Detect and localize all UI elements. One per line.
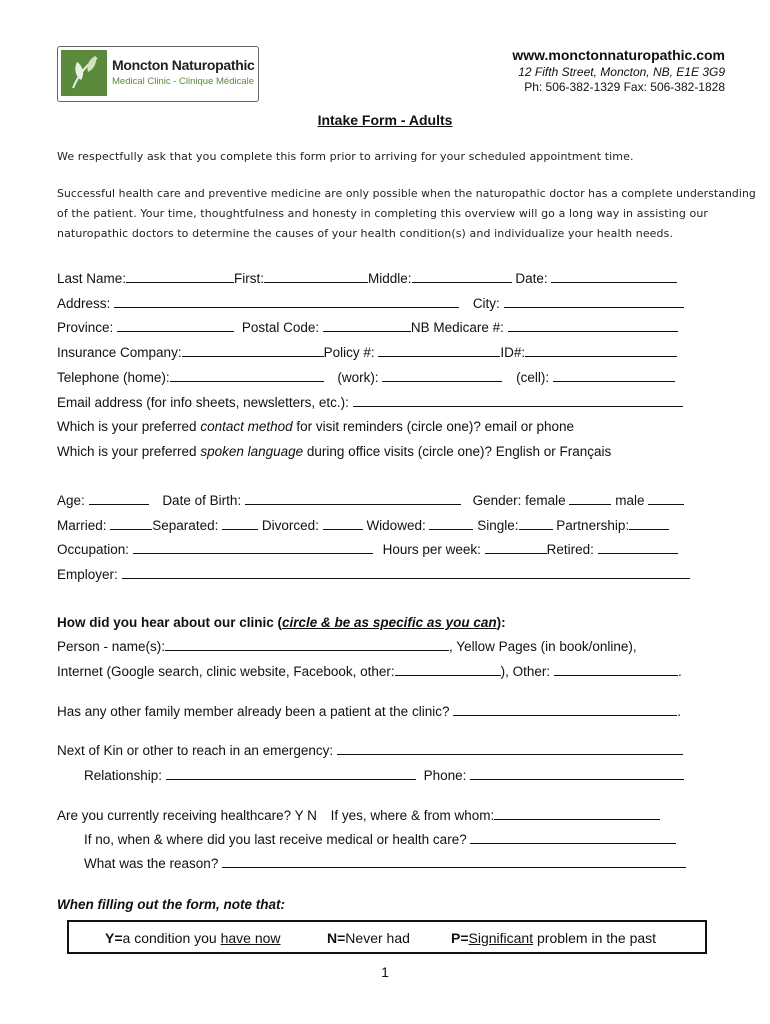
gender-male-field[interactable]: [648, 503, 684, 505]
separated-label: Separated:: [152, 518, 219, 533]
clinic-logo: [57, 46, 259, 102]
gender-female-label: Gender: female: [472, 493, 566, 508]
person-label: Person - name(s):: [57, 639, 166, 654]
last-care-question: If no, when & where did you last receive medical or health care?: [84, 832, 467, 847]
healthcare-yes-label: If yes, where & from whom:: [330, 808, 495, 823]
healthcare-row: [57, 808, 660, 823]
age-label: Age:: [57, 493, 85, 508]
divorced-label: Divorced:: [261, 518, 319, 533]
intro-paragraph-line-1: Successful health care and preventive medicine are only possible when the naturopathic doctor has a complete understanding: [57, 187, 756, 200]
single-label: Single:: [477, 518, 519, 533]
healthcare-yes-field[interactable]: [494, 818, 660, 820]
email-label: Email address (for info sheets, newsletters, etc.):: [57, 395, 349, 410]
gender-female-field[interactable]: [569, 503, 611, 505]
email-row: [57, 395, 683, 410]
married-label: Married:: [57, 518, 107, 533]
intro-line: We respectfully ask that you complete this form prior to arriving for your scheduled appointment time.: [57, 150, 634, 163]
home-phone-label: Telephone (home):: [57, 370, 170, 385]
contact-method-options[interactable]: for visit reminders (circle one)? email or phone: [292, 419, 574, 434]
cell-phone-field[interactable]: [553, 380, 675, 382]
policy-label: Policy #:: [323, 345, 375, 360]
other-label: ), Other:: [500, 664, 551, 679]
separated-field[interactable]: [222, 528, 258, 530]
reason-row: [84, 856, 686, 871]
legend-box: [67, 920, 707, 954]
intro-paragraph-line-3: naturopathic doctors to determine the causes of your health condition(s) and individualize your health needs.: [57, 227, 674, 240]
widowed-field[interactable]: [429, 528, 473, 530]
marital-row: [57, 518, 669, 533]
id-field[interactable]: [525, 355, 677, 357]
legend-note: When filling out the form, note that:: [57, 897, 285, 912]
internet-option[interactable]: Internet (Google search, clinic website, Facebook, other:: [57, 664, 395, 679]
retired-label: Retired:: [546, 542, 594, 557]
hours-field[interactable]: [485, 552, 547, 554]
language-question: Which is your preferred spoken language during office visits (circle one)? English or Français: [57, 444, 612, 459]
logo-subtitle: Medical Clinic - Clinique Médicale: [112, 76, 255, 87]
address-label: Address:: [57, 296, 111, 311]
occupation-field[interactable]: [133, 552, 373, 554]
single-field[interactable]: [519, 528, 553, 530]
family-patient-question: Has any other family member already been a patient at the clinic?: [57, 704, 450, 719]
family-patient-field[interactable]: [453, 714, 677, 716]
clinic-address: 12 Fifth Street, Moncton, NB, E1E 3G9: [518, 65, 725, 79]
kin-row: [57, 743, 683, 758]
work-phone-label: (work):: [337, 370, 379, 385]
cell-phone-label: (cell):: [516, 370, 550, 385]
relationship-label: Relationship:: [84, 768, 163, 783]
kin-phone-label: Phone:: [423, 768, 467, 783]
family-patient-row: Has any other family member already been a patient at the clinic? .: [57, 704, 681, 719]
name-row: [57, 271, 677, 286]
kin-field[interactable]: [337, 753, 683, 755]
home-phone-field[interactable]: [170, 380, 324, 382]
retired-field[interactable]: [598, 552, 678, 554]
reason-label: What was the reason?: [84, 856, 219, 871]
partnership-label: Partnership:: [556, 518, 630, 533]
kin-phone-field[interactable]: [470, 778, 684, 780]
policy-field[interactable]: [378, 355, 500, 357]
first-name-label: First:: [234, 271, 265, 286]
insurance-field[interactable]: [182, 355, 324, 357]
medicare-label: NB Medicare #:: [410, 320, 504, 335]
address-row: [57, 296, 684, 311]
partnership-field[interactable]: [629, 528, 669, 530]
last-name-field[interactable]: [126, 281, 234, 283]
postal-code-label: Postal Code:: [241, 320, 320, 335]
work-phone-field[interactable]: [382, 380, 502, 382]
healthcare-question[interactable]: Are you currently receiving healthcare? Y N: [57, 808, 317, 823]
postal-code-field[interactable]: [323, 330, 411, 332]
age-field[interactable]: [89, 503, 149, 505]
medicare-field[interactable]: [508, 330, 678, 332]
legend-y: Y=a condition you have now: [105, 930, 281, 946]
person-field[interactable]: [165, 649, 449, 651]
gender-male-label: male: [615, 493, 645, 508]
last-name-label: Last Name:: [57, 271, 127, 286]
last-care-field[interactable]: [470, 842, 676, 844]
telephone-row: [57, 370, 675, 385]
dob-label: Date of Birth:: [162, 493, 242, 508]
page-number: 1: [381, 964, 389, 980]
reason-field[interactable]: [222, 866, 686, 868]
referral-person-row: [57, 639, 637, 654]
kin-question: Next of Kin or other to reach in an emergency:: [57, 743, 334, 758]
dob-field[interactable]: [245, 503, 461, 505]
email-field[interactable]: [353, 405, 683, 407]
leaf-logo-icon: [61, 50, 107, 96]
contact-method-question: Which is your preferred contact method for visit reminders (circle one)? email or phone: [57, 419, 574, 434]
date-field[interactable]: [551, 281, 677, 283]
language-options[interactable]: during office visits (circle one)? English or Français: [303, 444, 612, 459]
referral-heading: How did you hear about our clinic (circle & be as specific as you can):: [57, 615, 506, 630]
province-row: [57, 320, 678, 335]
page-title: Intake Form - Adults: [317, 112, 453, 128]
intro-paragraph-line-2: of the patient. Your time, thoughtfulness and honesty in completing this overview will go a long way in assisting our: [57, 207, 709, 220]
married-field[interactable]: [110, 528, 152, 530]
yellow-pages-option[interactable]: , Yellow Pages (in book/online),: [449, 639, 637, 654]
insurance-row: [57, 345, 677, 360]
age-row: [57, 493, 684, 508]
province-field[interactable]: [117, 330, 234, 332]
clinic-phone-fax: Ph: 506-382-1329 Fax: 506-382-1828: [524, 80, 725, 94]
referral-internet-row: Internet (Google search, clinic website, Facebook, other: ), Other: .: [57, 664, 682, 679]
address-field[interactable]: [114, 306, 459, 308]
legend-n: N=Never had: [327, 930, 410, 946]
province-label: Province:: [57, 320, 114, 335]
first-name-field[interactable]: [264, 281, 368, 283]
city-label: City:: [472, 296, 500, 311]
legend-p: P=Significant problem in the past: [451, 930, 657, 946]
employer-label: Employer:: [57, 567, 118, 582]
relationship-row: [84, 768, 684, 783]
relationship-field[interactable]: [166, 778, 416, 780]
other-field[interactable]: [554, 674, 678, 676]
internet-other-field[interactable]: [395, 674, 501, 676]
city-field[interactable]: [504, 306, 684, 308]
middle-name-field[interactable]: [412, 281, 512, 283]
occupation-label: Occupation:: [57, 542, 130, 557]
widowed-label: Widowed:: [366, 518, 426, 533]
last-care-row: [84, 832, 676, 847]
hours-label: Hours per week:: [382, 542, 481, 557]
occupation-row: [57, 542, 678, 557]
divorced-field[interactable]: [323, 528, 363, 530]
employer-row: [57, 567, 690, 582]
insurance-label: Insurance Company:: [57, 345, 182, 360]
middle-name-label: Middle:: [368, 271, 412, 286]
employer-field[interactable]: [122, 577, 690, 579]
id-label: ID#:: [500, 345, 526, 360]
website-link[interactable]: www.monctonnaturopathic.com: [512, 47, 725, 63]
logo-name: Moncton Naturopathic: [112, 57, 255, 73]
date-label: Date:: [515, 271, 548, 286]
